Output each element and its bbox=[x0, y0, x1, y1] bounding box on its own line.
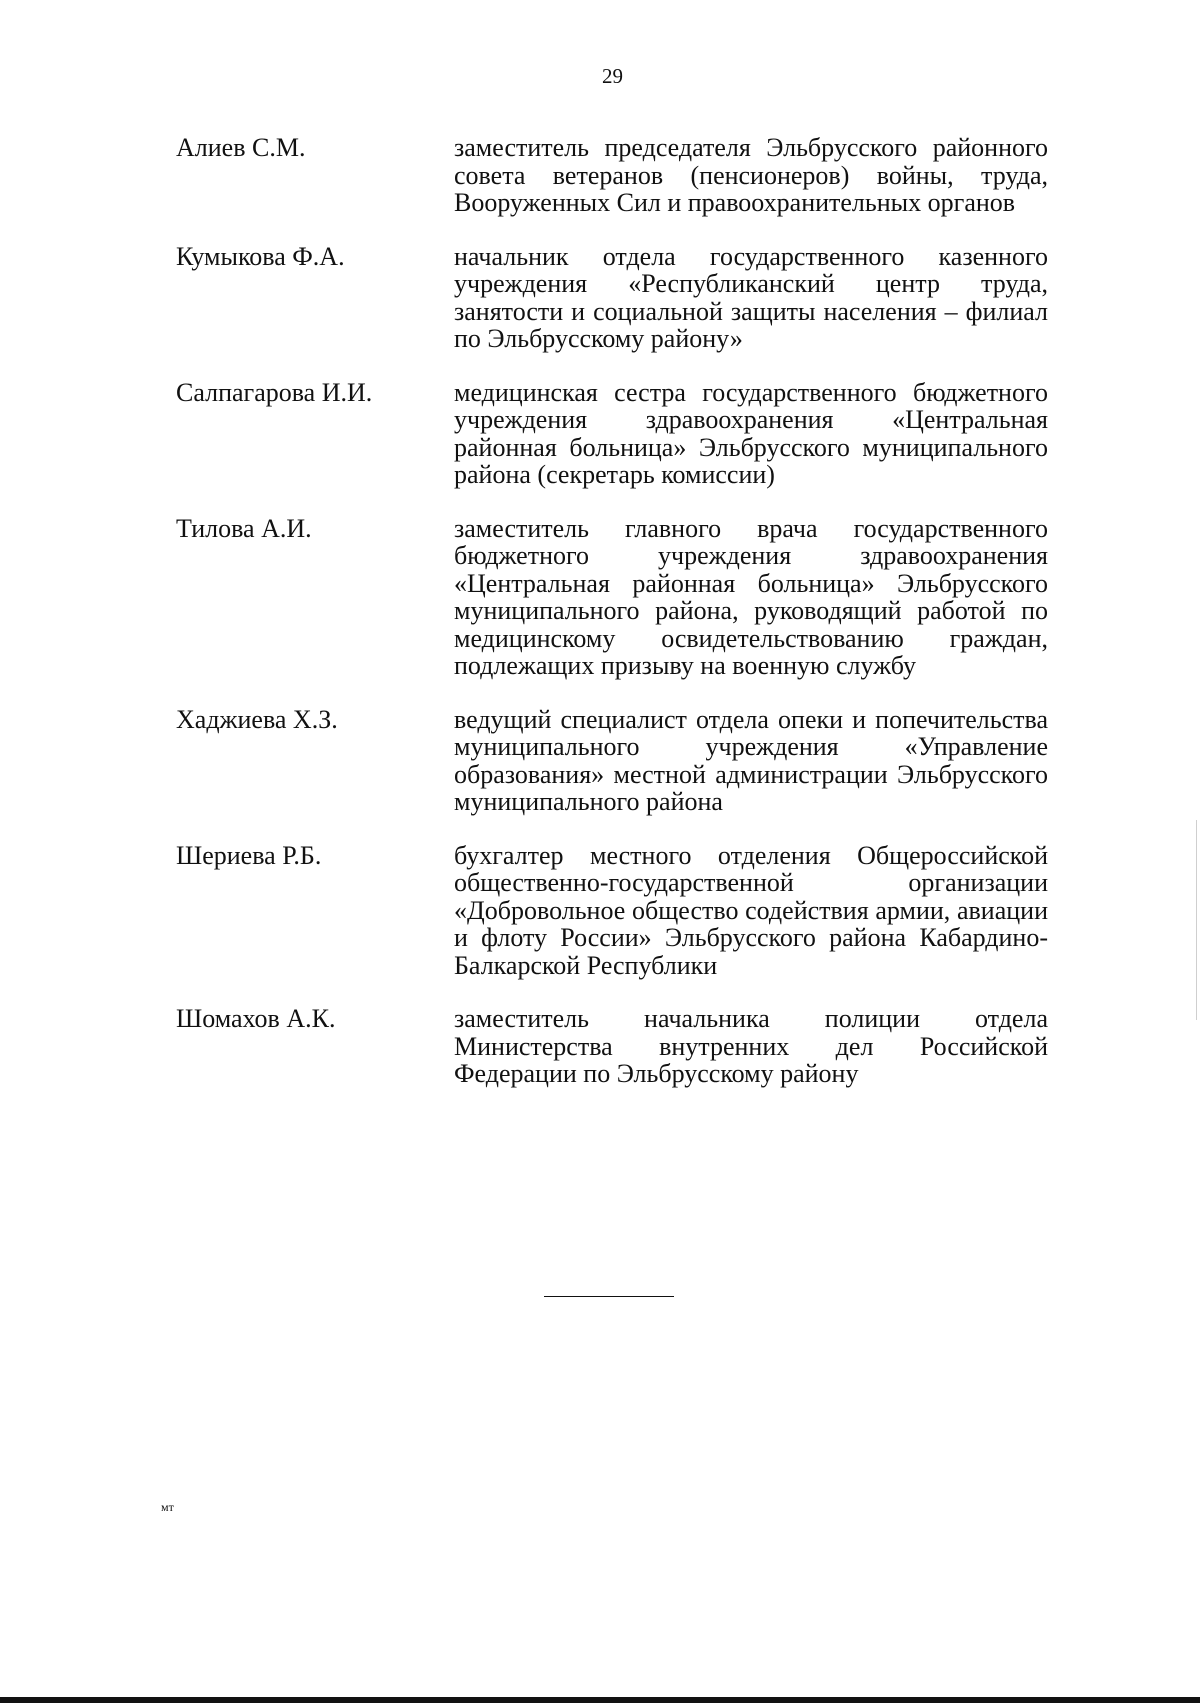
member-role: ведущий специалист отдела опеки и попечительства муниципального учреждения «Управление образования» местной администрации Эльбрусского муниципального района bbox=[454, 704, 1048, 816]
member-role: медицинская сестра государственного бюджетного учреждения здравоохранения «Центральная районная больница» Эльбрусского муниципального района (секретарь комиссии) bbox=[454, 377, 1048, 489]
member-name: Хаджиева Х.З. bbox=[176, 704, 338, 734]
footer-mark: мт bbox=[161, 1500, 174, 1514]
member-name: Салпагарова И.И. bbox=[176, 377, 373, 407]
member-name: Тилова А.И. bbox=[176, 513, 312, 543]
member-role: заместитель начальника полиции отдела Министерства внутренних дел Российской Федерации по Эльбрусскому району bbox=[454, 1004, 1048, 1088]
member-entry bbox=[176, 379, 1048, 489]
member-entry bbox=[176, 1005, 1048, 1088]
member-entry bbox=[176, 243, 1048, 353]
members-list bbox=[176, 134, 1048, 1114]
member-entry bbox=[176, 515, 1048, 680]
member-role: заместитель председателя Эльбрусского районного совета ветеранов (пенсионеров) войны, труда, Вооруженных Сил и правоохранительных органов bbox=[454, 133, 1048, 217]
member-entry bbox=[176, 706, 1048, 816]
member-name: Алиев С.М. bbox=[176, 133, 306, 162]
member-role: бухгалтер местного отделения Общероссийской общественно-государственной организации «Добровольное общество содействия армии, авиации и флоту России» Эльбрусского района Кабардино-Балкарской Республики bbox=[454, 840, 1048, 980]
page-number: 29 bbox=[602, 64, 623, 88]
scan-artifact-line bbox=[1196, 820, 1197, 1020]
member-entry bbox=[176, 134, 1048, 217]
scan-bottom-edge bbox=[0, 1697, 1200, 1703]
end-of-list-rule bbox=[544, 1296, 674, 1297]
member-name: Шериева Р.Б. bbox=[176, 840, 322, 870]
member-role: заместитель главного врача государственного бюджетного учреждения здравоохранения «Центральная районная больница» Эльбрусского муниципального района, руководящий работой по медицинскому освидетельствованию граждан, подлежащих призыву на военную службу bbox=[454, 513, 1048, 680]
member-entry bbox=[176, 842, 1048, 980]
member-role: начальник отдела государственного казенного учреждения «Республиканский центр труда, занятости и социальной защиты населения – филиал по Эльбрусскому району» bbox=[454, 241, 1048, 353]
member-name: Кумыкова Ф.А. bbox=[176, 241, 345, 271]
member-name: Шомахов А.К. bbox=[176, 1004, 336, 1033]
